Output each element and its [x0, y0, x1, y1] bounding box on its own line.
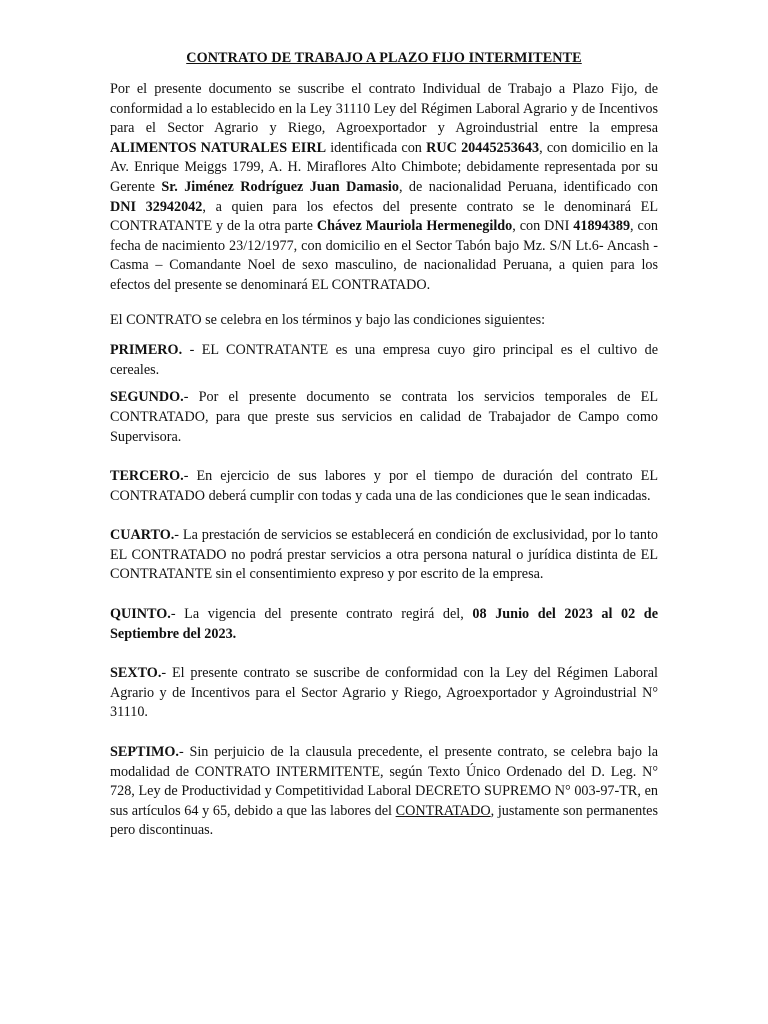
- manager-name: Sr. Jiménez Rodríguez Juan Damasio: [161, 178, 399, 195]
- document-title: CONTRATO DE TRABAJO A PLAZO FIJO INTERMITENTE: [186, 50, 582, 66]
- manager-dni: DNI 32942042: [110, 198, 203, 215]
- clause-text: - EL CONTRATANTE es una empresa cuyo giro principal es el cultivo de cereales.: [110, 342, 658, 378]
- clause-text: - El presente contrato se suscribe de conformidad con la Ley del Régimen Laboral Agrario y de Incentivos para el Sector Agrario y Riego, Agroexportador y Agroindustrial N° 31110.: [110, 665, 658, 721]
- company-name: ALIMENTOS NATURALES EIRL: [110, 139, 327, 156]
- clause-label: SEXTO.: [110, 665, 162, 682]
- clause-sexto: [110, 664, 658, 723]
- company-ruc: RUC 20445253643: [426, 139, 540, 156]
- intro-text-4: , de nacionalidad Peruana, identificado con: [398, 178, 658, 195]
- clause-text: - La vigencia del presente contrato regirá del,: [170, 606, 473, 623]
- clause-text-1: - Sin perjuicio de la clausula precedente, el presente contrato, se celebra bajo la modalidad de CONTRATO INTERMITENTE, según Texto Único Ordenado del D. Leg. N° 728, Ley de Productividad y Competitividad Laboral DECRETO SUPREMO N° 003-97-TR, en sus artículos 64 y 65, debido a que las labores del: [110, 744, 658, 819]
- clause-primero: [110, 341, 658, 380]
- clause-segundo: [110, 388, 658, 447]
- intro-text-7: , con fecha de nacimiento 23/12/1977, con domicilio en el Sector Tabón bajo Mz. S/N Lt.6- Ancash - Casma – Comandante Noel de sexo masculino, de nacionalidad Peruana, a quien para los efectos del presente se denominará EL CONTRATADO.: [110, 218, 659, 293]
- clause-tercero: [110, 467, 658, 506]
- underlined-contratado: CONTRATADO: [395, 802, 491, 819]
- clause-cuarto: [110, 526, 658, 585]
- clause-text: - Por el presente documento se contrata los servicios temporales de EL CONTRATADO, para que preste sus servicios en calidad de Trabajador de Campo como Supervisora.: [110, 389, 658, 445]
- clause-label: QUINTO.: [110, 606, 171, 623]
- intro-text-1: Por el presente documento se suscribe el contrato Individual de Trabajo a Plazo Fijo, de conformidad a lo establecido en la Ley 31110 Ley del Régimen Laboral Agrario y de Incentivos para el Sector Agrario y Riego, Agroexportador y Agroindustrial entre la empresa: [110, 81, 658, 137]
- contract-period: 08 Junio del 2023 al 02 de Septiembre del 2023.: [110, 606, 658, 642]
- intro-text-6: , con DNI: [512, 218, 574, 235]
- clause-text: - En ejercicio de sus labores y por el tiempo de duración del contrato EL CONTRATADO deberá cumplir con todas y cada una de las condiciones que le sean indicadas.: [110, 468, 658, 504]
- clause-label: PRIMERO.: [110, 342, 183, 359]
- clause-quinto: [110, 605, 658, 644]
- clause-text: - La prestación de servicios se establecerá en condición de exclusividad, por lo tanto EL CONTRATADO no podrá prestar servicios a otra persona natural o jurídica distinta de EL CONTRATANTE sin el consentimiento expreso y por escrito de la empresa.: [110, 527, 658, 583]
- clause-septimo: [110, 743, 658, 841]
- contract-page: [110, 48, 658, 861]
- intro-paragraph: [110, 80, 658, 296]
- conditions-intro: El CONTRATO se celebra en los términos y bajo las condiciones siguientes:: [110, 311, 546, 328]
- clause-label: SEGUNDO.: [110, 389, 184, 406]
- worker-dni: 41894389: [573, 218, 631, 235]
- intro-text-5: , a quien para los efectos del presente contrato se le denominará EL CONTRATANTE y de la otra parte: [110, 198, 658, 235]
- clause-label: CUARTO.: [110, 527, 175, 544]
- clause-label: SEPTIMO.: [110, 744, 179, 761]
- worker-name: Chávez Mauriola Hermenegildo: [316, 218, 513, 235]
- clause-label: TERCERO.: [110, 468, 184, 485]
- clause-text-2: , justamente son permanentes pero discontinuas.: [110, 802, 658, 839]
- intro-text-2: identificada con: [326, 139, 427, 156]
- intro-text-3: , con domicilio en la Av. Enrique Meiggs 1799, A. H. Miraflores Alto Chimbote; debidamente representada por su Gerente: [110, 139, 658, 195]
